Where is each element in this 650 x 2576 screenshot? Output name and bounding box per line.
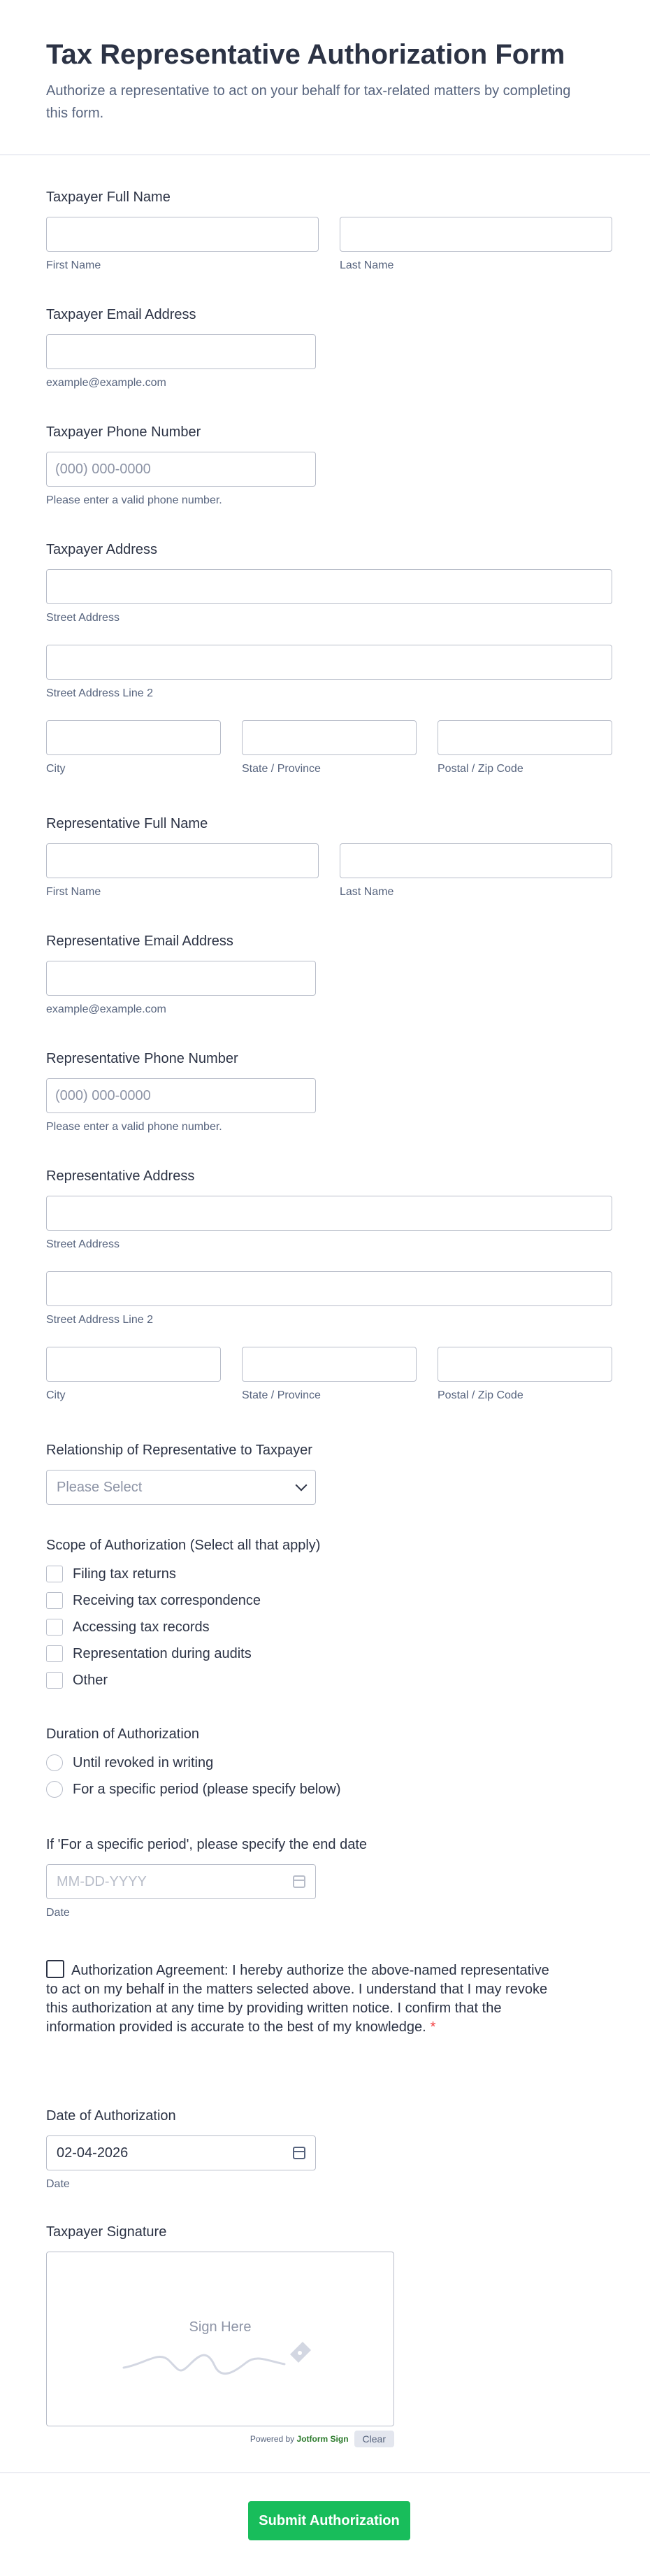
rep-phone-input[interactable]: (000) 000-0000	[46, 1078, 316, 1113]
scope-option-filing[interactable]	[46, 1561, 612, 1587]
taxpayer-zip-input[interactable]	[438, 720, 612, 755]
calendar-icon[interactable]	[293, 1875, 305, 1888]
duration-option-label: For a specific period (please specify below)	[73, 1781, 341, 1797]
chevron-down-icon	[296, 1480, 308, 1491]
taxpayer-city-input[interactable]	[46, 720, 221, 755]
form-footer	[0, 2473, 650, 2576]
taxpayer-email-label: Taxpayer Email Address	[46, 307, 196, 322]
scope-option-records[interactable]	[46, 1614, 612, 1640]
checkbox[interactable]	[46, 1645, 63, 1662]
taxpayer-address-label: Taxpayer Address	[46, 542, 157, 557]
taxpayer-street-input[interactable]	[46, 569, 612, 604]
rep-email-sublabel: example@example.com	[46, 1003, 166, 1015]
checkbox[interactable]	[46, 1672, 63, 1689]
auth-date-sublabel: Date	[46, 2178, 70, 2190]
taxpayer-first-name-input[interactable]	[46, 217, 319, 252]
taxpayer-email-field	[46, 306, 612, 390]
rep-state-input[interactable]	[242, 1347, 417, 1382]
required-mark: *	[430, 2019, 436, 2035]
calendar-icon[interactable]	[293, 2147, 305, 2159]
relationship-select-value: Please Select	[57, 1479, 143, 1495]
taxpayer-name-label: Taxpayer Full Name	[46, 189, 171, 205]
rep-address-label: Representative Address	[46, 1168, 195, 1184]
form-title: Tax Representative Authorization Form	[46, 39, 565, 70]
taxpayer-first-name-sublabel: First Name	[46, 259, 101, 271]
rep-email-label: Representative Email Address	[46, 933, 233, 949]
rep-city-sublabel: City	[46, 1389, 66, 1401]
taxpayer-street-sublabel: Street Address	[46, 612, 120, 624]
auth-date-field	[46, 2108, 612, 2191]
radio-button[interactable]	[46, 1781, 63, 1798]
end-date-label: If 'For a specific period', please specify the end date	[46, 1837, 368, 1852]
scope-option-audits[interactable]	[46, 1640, 612, 1667]
relationship-label: Relationship of Representative to Taxpayer	[46, 1443, 312, 1458]
powered-by: Powered by Jotform Sign	[250, 2434, 349, 2444]
scope-option-label: Filing tax returns	[73, 1566, 176, 1582]
taxpayer-last-name-input[interactable]	[340, 217, 612, 252]
relationship-select[interactable]	[46, 1470, 316, 1505]
taxpayer-address-field	[46, 541, 612, 776]
taxpayer-phone-label: Taxpayer Phone Number	[46, 424, 201, 440]
clear-signature-button[interactable]: Clear	[354, 2431, 394, 2447]
duration-option-revoked[interactable]	[46, 1749, 612, 1776]
signature-label: Taxpayer Signature	[46, 2224, 167, 2240]
taxpayer-state-sublabel: State / Province	[242, 763, 321, 775]
jotform-sign-brand: Jotform Sign	[296, 2434, 349, 2444]
taxpayer-phone-field	[46, 424, 612, 508]
scope-option-label: Receiving tax correspondence	[73, 1592, 261, 1608]
taxpayer-phone-sublabel: Please enter a valid phone number.	[46, 494, 222, 506]
rep-phone-label: Representative Phone Number	[46, 1051, 238, 1066]
rep-street-sublabel: Street Address	[46, 1238, 120, 1250]
taxpayer-last-name-sublabel: Last Name	[340, 259, 394, 271]
rep-city-input[interactable]	[46, 1347, 221, 1382]
agreement-field	[46, 1960, 612, 2037]
taxpayer-street2-sublabel: Street Address Line 2	[46, 687, 153, 699]
agreement-checkbox[interactable]	[46, 1960, 64, 1978]
rep-phone-sublabel: Please enter a valid phone number.	[46, 1121, 222, 1133]
taxpayer-email-input[interactable]	[46, 334, 316, 369]
duration-field	[46, 1726, 612, 1803]
rep-last-name-input[interactable]	[340, 843, 612, 878]
signature-pad[interactable]	[46, 2252, 394, 2426]
rep-state-sublabel: State / Province	[242, 1389, 321, 1401]
checkbox[interactable]	[46, 1592, 63, 1609]
scope-option-correspondence[interactable]	[46, 1587, 612, 1614]
rep-first-name-sublabel: First Name	[46, 886, 101, 898]
taxpayer-email-sublabel: example@example.com	[46, 377, 166, 389]
duration-option-label: Until revoked in writing	[73, 1754, 214, 1770]
taxpayer-name-field	[46, 189, 612, 273]
signature-field	[46, 2224, 612, 2447]
taxpayer-state-input[interactable]	[242, 720, 417, 755]
rep-street-input[interactable]	[46, 1196, 612, 1231]
relationship-field	[46, 1442, 612, 1505]
scope-option-label: Representation during audits	[73, 1645, 252, 1661]
auth-date-input[interactable]	[46, 2135, 316, 2170]
end-date-input[interactable]	[46, 1864, 316, 1899]
end-date-placeholder: MM-DD-YYYY	[57, 1873, 147, 1889]
rep-address-field	[46, 1168, 612, 1403]
taxpayer-street2-input[interactable]	[46, 645, 612, 680]
checkbox[interactable]	[46, 1619, 63, 1636]
end-date-field	[46, 1836, 612, 1920]
auth-date-value: 02-04-2026	[57, 2145, 129, 2161]
scope-option-label: Other	[73, 1672, 108, 1688]
auth-date-label: Date of Authorization	[46, 2108, 176, 2124]
submit-button[interactable]: Submit Authorization	[248, 2501, 410, 2540]
rep-phone-field	[46, 1050, 612, 1134]
signature-footer	[46, 2431, 394, 2447]
rep-zip-input[interactable]	[438, 1347, 612, 1382]
duration-option-specific[interactable]	[46, 1776, 612, 1803]
rep-name-field	[46, 815, 612, 899]
duration-label: Duration of Authorization	[46, 1726, 200, 1742]
scope-field	[46, 1537, 612, 1694]
scope-option-label: Accessing tax records	[73, 1619, 210, 1635]
rep-zip-sublabel: Postal / Zip Code	[438, 1389, 523, 1401]
agreement-text	[46, 1960, 563, 2037]
rep-name-label: Representative Full Name	[46, 816, 208, 831]
rep-first-name-input[interactable]	[46, 843, 319, 878]
rep-email-field	[46, 933, 612, 1017]
taxpayer-zip-sublabel: Postal / Zip Code	[438, 763, 523, 775]
scope-option-other[interactable]	[46, 1667, 612, 1694]
radio-button[interactable]	[46, 1754, 63, 1771]
signature-scribble-icon	[117, 2336, 326, 2378]
rep-street2-input[interactable]	[46, 1271, 612, 1306]
taxpayer-city-sublabel: City	[46, 763, 66, 775]
taxpayer-phone-input[interactable]: (000) 000-0000	[46, 452, 316, 487]
rep-email-input[interactable]	[46, 961, 316, 996]
form-subtitle: Authorize a representative to act on your behalf for tax-related matters by completing this form.	[46, 83, 571, 121]
rep-last-name-sublabel: Last Name	[340, 886, 394, 898]
end-date-sublabel: Date	[46, 1907, 70, 1919]
form-header	[0, 0, 650, 155]
scope-label: Scope of Authorization (Select all that apply)	[46, 1538, 321, 1553]
checkbox[interactable]	[46, 1566, 63, 1582]
agreement-label: Authorization Agreement: I hereby authorize the above-named representative to act on my behalf in the matters selected above. I understand that I may revoke this authorization at any time by providing written notice. I confirm that the information provided is accurate to the best of my knowledge.	[46, 1963, 549, 2035]
signature-hint: Sign Here	[189, 2319, 252, 2335]
rep-street2-sublabel: Street Address Line 2	[46, 1314, 153, 1326]
